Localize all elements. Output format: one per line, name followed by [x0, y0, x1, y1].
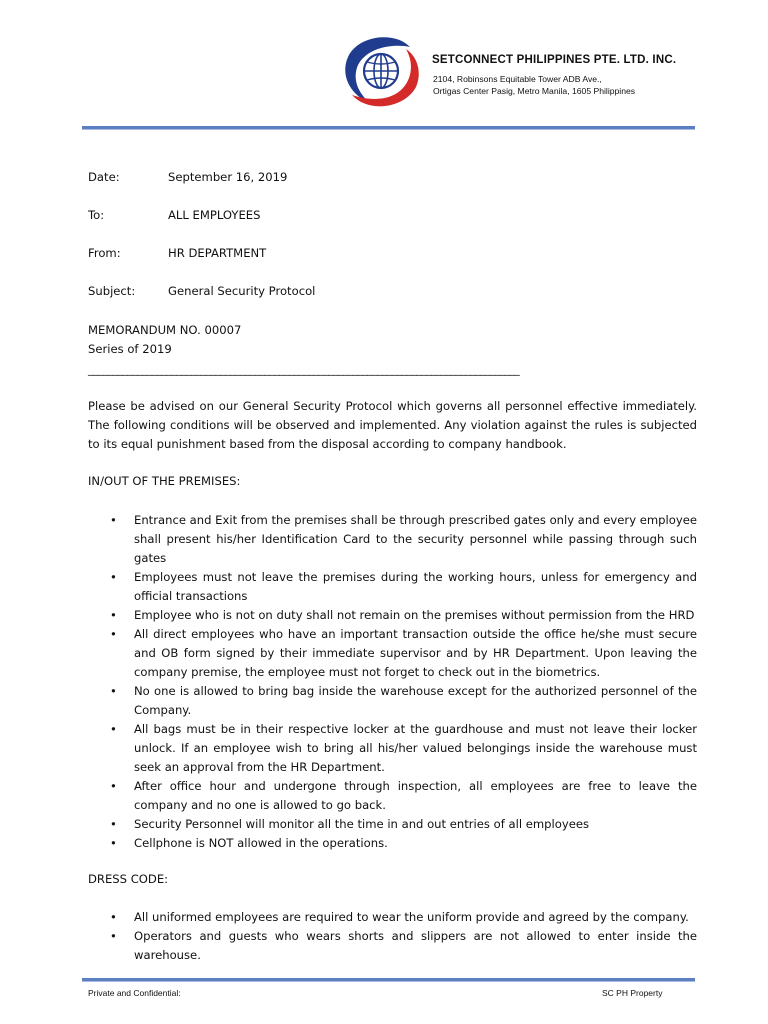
subject-value: General Security Protocol: [168, 284, 316, 298]
address-line-1: 2104, Robinsons Equitable Tower ADB Ave.,: [433, 74, 602, 84]
memo-number: MEMORANDUM NO. 00007: [88, 323, 242, 337]
date-label: Date:: [88, 170, 120, 184]
dress-code-list: [88, 908, 697, 965]
subject-label: Subject:: [88, 284, 136, 298]
footer-confidential: Private and Confidential:: [88, 988, 181, 998]
company-name: SETCONNECT PHILIPPINES PTE. LTD. INC.: [432, 54, 677, 66]
to-label: To:: [88, 208, 105, 222]
separator-line: ________________________________________________________________________________________: [88, 363, 520, 376]
footer-property: SC PH Property: [602, 988, 663, 998]
list-item: • After office hour and undergone through inspection, all employees are free to leave the company and no one is allowed to go back.: [110, 779, 697, 812]
footer-divider: [82, 978, 695, 982]
to-value: ALL EMPLOYEES: [168, 208, 261, 222]
list-item: • Cellphone is NOT allowed in the operations.: [110, 836, 388, 850]
subject-row: [88, 282, 315, 301]
list-item: • Security Personnel will monitor all the time in and out entries of all employees: [110, 817, 589, 831]
premises-section-title: IN/OUT OF THE PREMISES:: [88, 474, 241, 488]
list-item: • Employees must not leave the premises during the working hours, unless for emergency and official transactions: [110, 570, 697, 603]
list-item: • Employee who is not on duty shall not remain on the premises without permission from the HRD: [110, 608, 695, 622]
dress-code-section-title: DRESS CODE:: [88, 872, 169, 886]
globe-logo-icon: [340, 33, 422, 109]
list-item: • All uniformed employees are required to wear the uniform provide and agreed by the company.: [110, 910, 689, 924]
list-item: • No one is allowed to bring bag inside the warehouse except for the authorized personnel of the Company.: [110, 684, 697, 717]
from-value: HR DEPARTMENT: [168, 246, 267, 260]
memo-series: Series of 2019: [88, 342, 172, 356]
list-item: • All direct employees who have an important transaction outside the office he/she must secure and OB form signed by their immediate supervisor and by HR Department. Upon leaving the company premise, the employee must not forget to check out in the biometrics.: [110, 627, 697, 679]
from-row: [88, 244, 266, 263]
list-item: • Operators and guests who wears shorts and slippers are not allowed to enter inside the warehouse.: [110, 929, 697, 962]
from-label: From:: [88, 246, 121, 260]
to-row: [88, 206, 260, 225]
list-item: • All bags must be in their respective locker at the guardhouse and must not leave their locker unlock. If an employee wish to bring all his/her valued belongings inside the warehouse must seek an approval from the HR Department.: [110, 722, 697, 774]
date-row: [88, 168, 287, 187]
list-item: • Entrance and Exit from the premises shall be through prescribed gates only and every employee shall present his/her Identification Card to the security personnel while passing through such gates: [110, 513, 697, 565]
intro-paragraph: Please be advised on our General Security Protocol which governs all personnel effective immediately. The following conditions will be observed and implemented. Any violation against the rules is subjected to its equal punishment based from the disposal according to company handbook.: [88, 399, 697, 451]
header-divider: [82, 126, 695, 130]
date-value: September 16, 2019: [168, 170, 288, 184]
address-line-2: Ortigas Center Pasig, Metro Manila, 1605 Philippines: [433, 86, 636, 96]
premises-list: [88, 511, 697, 853]
